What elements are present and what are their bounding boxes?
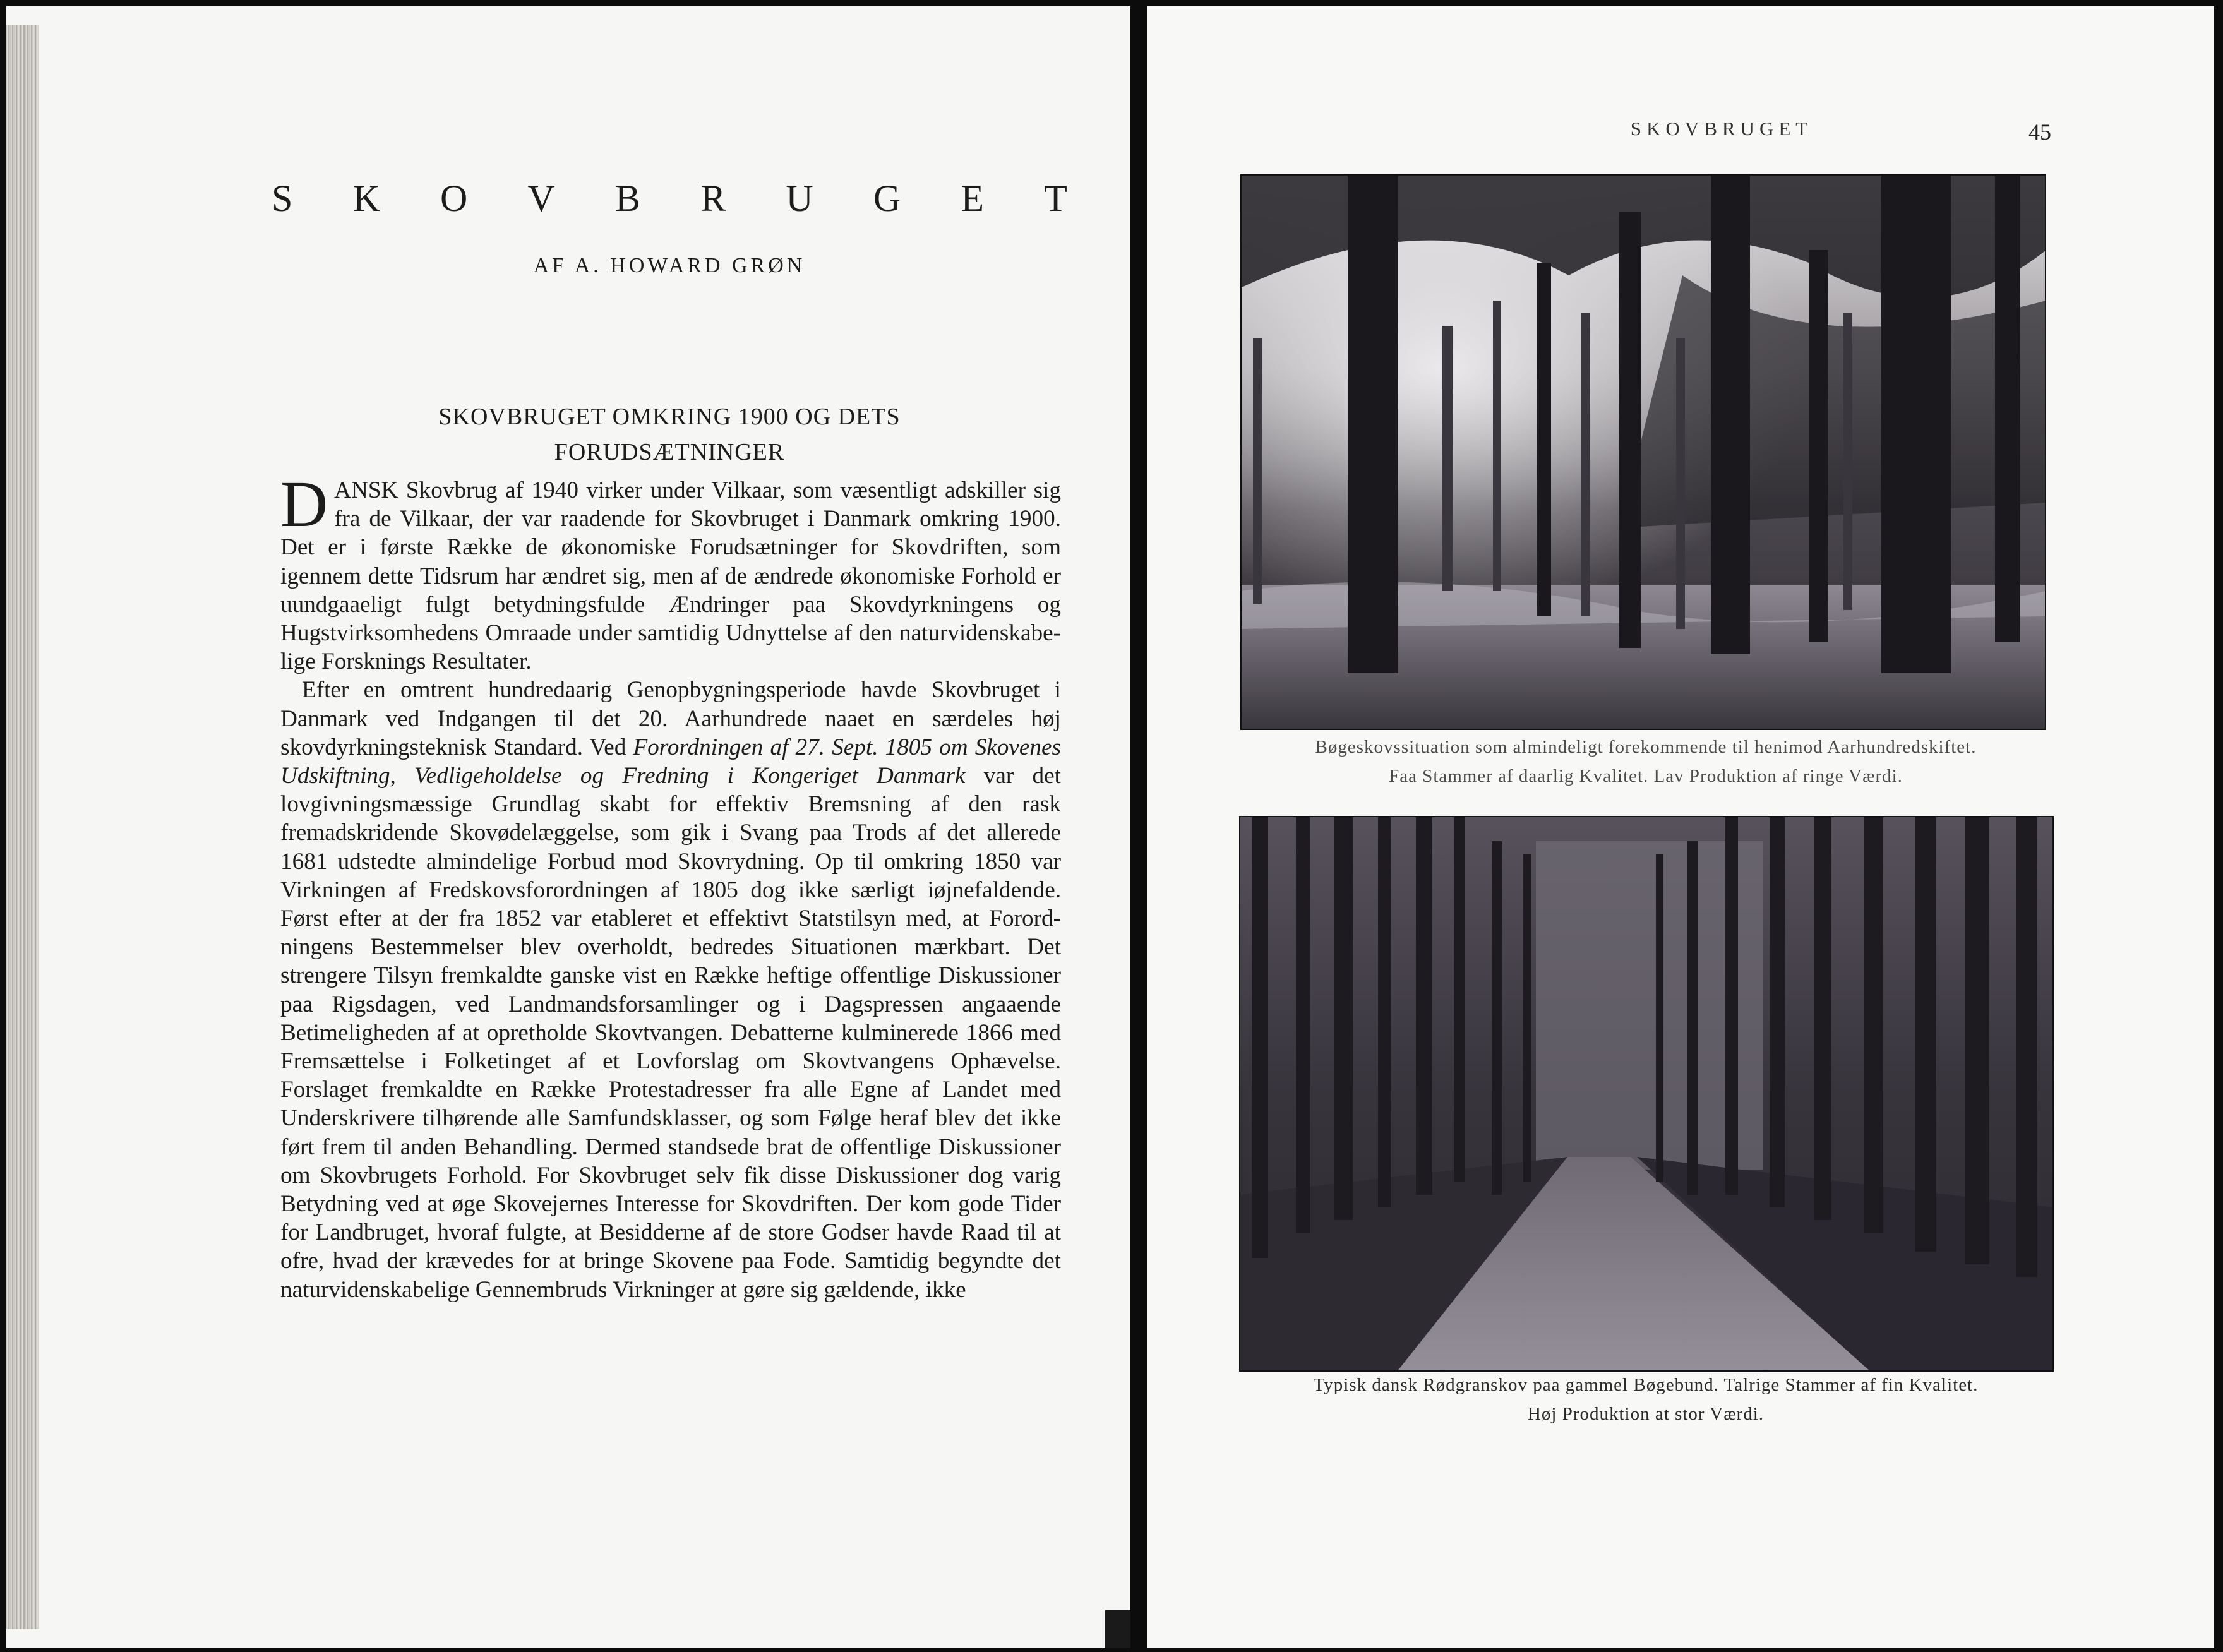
section-heading [272,399,1067,470]
caption-2-line-2: Høj Produktion at stor Værdi. [1527,1404,1765,1424]
beech-forest-photo [1240,174,2046,730]
paragraph-2-text-a: Efter en omtrent hundredaarig Genopbygningsperiode havde Skovbruget i Danmark ved Indgangen til det 20. Aarhundrede naaet en særdeles høj skovdyrkningsteknisk Standard. Ved [280,677,1061,760]
ordinance-title: Forordningen af 27. Sept. 1805 om Skovenes Udskiftning, Vedligeholdelse og Fredning i Kongeriget Danmark [280,734,1061,789]
running-head: SKOVBRUGET [1630,117,1813,140]
article-body [280,468,1061,1304]
page-number: 45 [2028,119,2051,145]
drop-cap: D [280,468,328,541]
left-page [6,6,1130,1648]
section-heading-line-2: FORUDSÆTNINGER [554,439,785,465]
paragraph-1-text: ANSK Skovbrug af 1940 virker under Vilkaar, som væsentligt adskiller sig fra de Vilkaar, der var raadende for Skovbruget i Danmark omkring 1900. Det er i første Række de økonomiske Forudsætninger for Skovdriften, som igennem dette Tidsrum har ændret sig, men af de ændrede økonomiske Forhold er uundgaaeligt fulgt betydningsfulde Ændringer paa Skovdyrkningens og Hugstvirksomhedens Omraade under samtidig Udnyttelse af den naturvidenskabelige Forsknings Resultater. [280,477,1061,675]
caption-1-line-2: Faa Stammer af daarlig Kvalitet. Lav Produktion af ringe Værdi. [1389,766,1903,786]
spruce-forest-image [1239,816,2054,1372]
title-letter: O [440,177,468,219]
article-title [272,177,1067,220]
beech-forest-image [1240,174,2046,730]
photo-1-caption [1229,733,2063,791]
paragraph-1 [280,468,1061,676]
title-letter: U [786,177,813,219]
paragraph-2 [280,676,1061,1303]
paragraph-2-text-b: var det lovgivningsmæssige Grundlag skabt for effektiv Bremsning af den rask fremadskridende Skovødelæggelse, som gik i Svang paa Trods af det allerede 1681 udstedte almindelige Forbud mod Skovrydning. Op til omkring 1850 var Virkningen af Fredskovsforordningen af 1805 dog ikke særligt iøjnefaldende. Først efter at der fra 1852 var etableret et effektivt Statstilsyn med, at Forordningens Bestemmelser blev overholdt, bedredes Situationen mærkbart. Det strengere Tilsyn fremkaldte ganske vist en Række heftige offentlige Diskussioner paa Rigsdagen, ved Landmandsforsamlinger og i Dagspressen angaaende Betimeligheden af at opretholde Skovtvangen. Debatterne kulminerede 1866 med Fremsættelse i Folketinget af et Lovforslag om Skovtvangens Ophævelse. Forslaget fremkaldte en Række Protestadresser fra alle Egne af Landet med Underskrivere tilhørende alle Samfundsklasser, og som Følge heraf blev det ikke ført frem til anden Behandling. Dermed standsede brat de offentlige Diskussioner om Skovbrugets Forhold. For Skovbruget selv fik disse Diskussioner dog varig Betydning ved at øge Skovejernes Interesse for Skovdriften. Der kom gode Tider for Landbruget, hvoraf fulgte, at Besidderne af de store Godser havde Raad til at ofre, hvad der krævedes for at bringe Skovene paa Fode. Samtidig begyndte det naturvidenskabelige Gennembruds Virkninger at gøre sig gældende, ikke [280,763,1061,1303]
caption-2-line-1: Typisk dansk Rødgranskov paa gammel Bøgebund. Talrige Stammer af fin Kvalitet. [1313,1375,1979,1395]
title-letter: T [1044,177,1067,219]
caption-1-line-1: Bøgeskovssituation som almindeligt forekommende til henimod Aarhundredskiftet. [1315,737,1977,757]
title-letter: R [700,177,726,219]
author-byline: AF A. HOWARD GRØN [533,254,806,277]
title-letter: G [873,177,901,219]
spruce-forest-photo [1239,816,2054,1372]
book-page-edges [6,25,39,1629]
title-letter: B [615,177,641,219]
title-letter: E [961,177,985,219]
title-letter: V [527,177,555,219]
title-letter: S [272,177,293,219]
title-letter: K [352,177,380,219]
right-page [1147,6,2214,1648]
photo-2-caption [1229,1370,2063,1428]
binding-shadow [1105,1610,1130,1648]
section-heading-line-1: SKOVBRUGET OMKRING 1900 OG DETS [438,404,901,430]
